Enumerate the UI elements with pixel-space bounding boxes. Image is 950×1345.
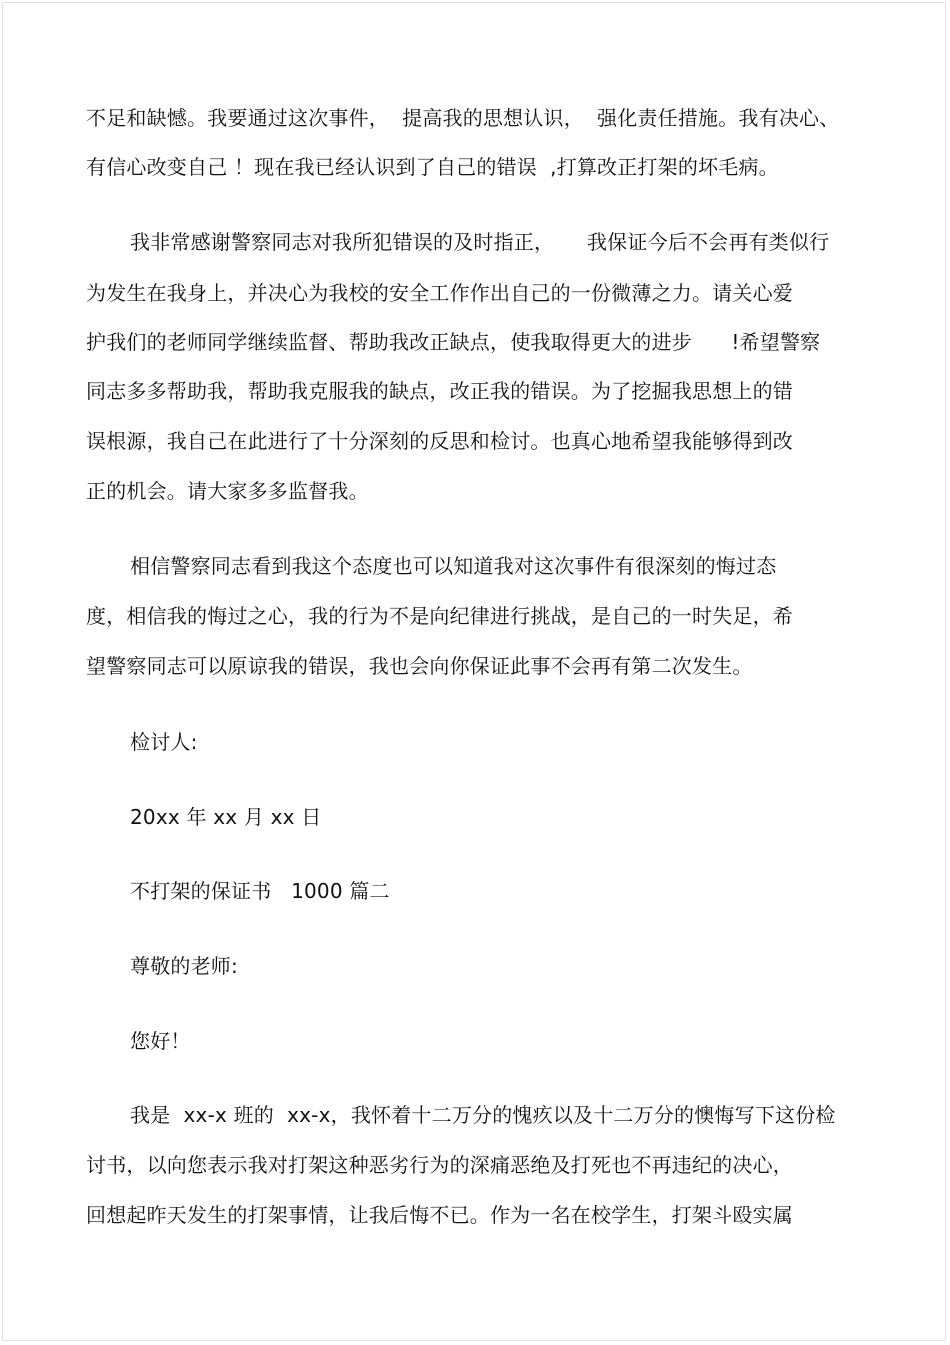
date-line: 20xx 年 xx 月 xx 日 [130,805,322,829]
text-line: 度，相信我的悔过之心，我的行为不是向纪律进行挑战，是自己的一时失足，希 [86,604,793,628]
salutation: 尊敬的老师: [130,954,238,978]
text-line: 望警察同志可以原谅我的错误，我也会向你保证此事不会再有第二次发生。 [86,654,753,678]
text-line: 正的机会。请大家多多监督我。 [86,479,369,503]
signer-label: 检讨人: [130,730,198,754]
text-line: 误根源，我自己在此进行了十分深刻的反思和检讨。也真心地希望我能够得到改 [86,429,793,453]
text-line: 我非常感谢警察同志对我所犯错误的及时指正， 我保证今后不会再有类似行 [130,230,830,254]
text-line: 相信警察同志看到我这个态度也可以知道我对这次事件有很深刻的悔过态 [130,554,777,578]
text-line: 讨书，以向您表示我对打架这种恶劣行为的深痛恶绝及打死也不再违纪的决心， [86,1153,793,1177]
text-line: 护我们的老师同学继续监督、帮助我改正缺点，使我取得更大的进步 !希望警察 [86,330,821,354]
text-line: 不足和缺憾。我要通过这次事件， 提高我的思想认识， 强化责任措施。我有决心、 [86,106,840,130]
text-line: 有信心改变自己 ！现在我已经认识到了自己的错误 ,打算改正打架的坏毛病。 [86,155,779,179]
text-line: 为发生在我身上，并决心为我校的安全工作作出自己的一份微薄之力。请关心爱 [86,281,793,305]
greeting: 您好！ [130,1029,191,1053]
section-title: 不打架的保证书 1000 篇二 [130,879,390,903]
text-line: 我是 xx-x 班的 xx-x，我怀着十二万分的愧疚以及十二万分的懊悔写下这份检 [130,1103,836,1127]
text-line: 回想起昨天发生的打架事情，让我后悔不已。作为一名在校学生，打架斗殴实属 [86,1203,793,1227]
text-line: 同志多多帮助我，帮助我克服我的缺点，改正我的错误。为了挖掘我思想上的错 [86,379,793,403]
